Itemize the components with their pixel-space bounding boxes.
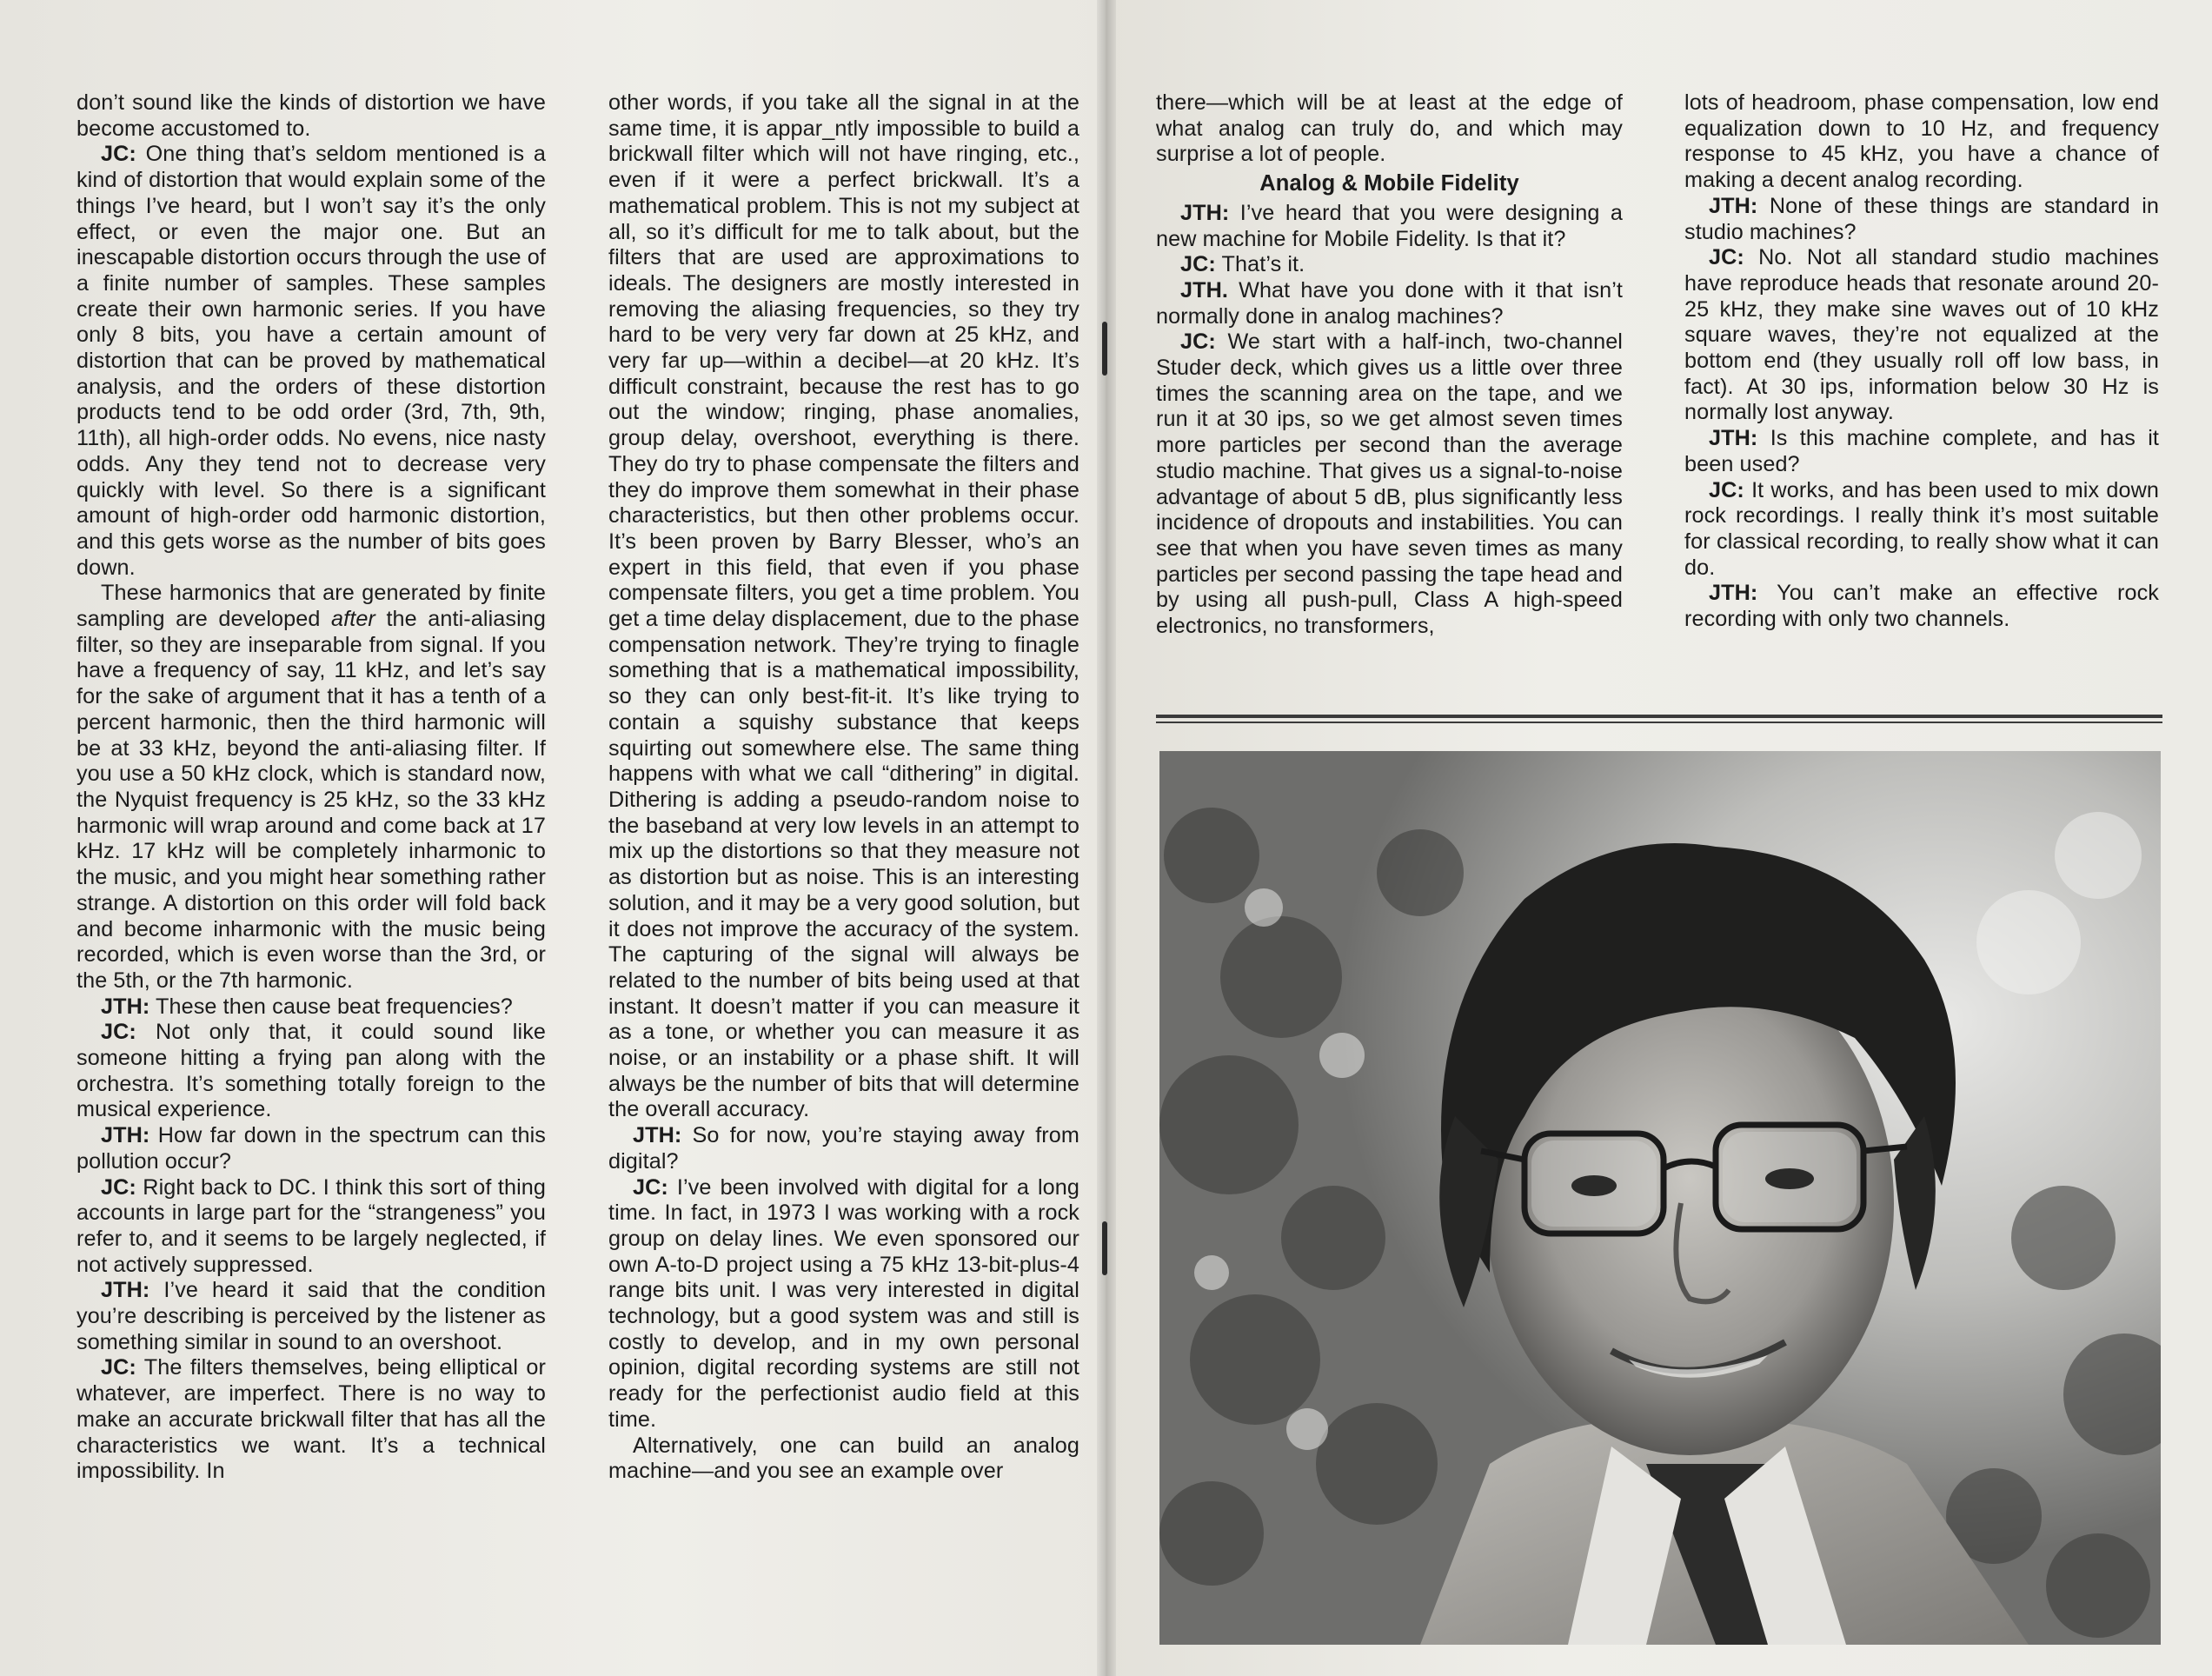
speaker-label: JC: (633, 1174, 668, 1200)
speaker-label: JTH. (1180, 277, 1228, 303)
text-column-2 (608, 90, 1079, 1485)
article-paragraph (608, 1123, 1079, 1174)
speaker-label: JTH: (633, 1123, 682, 1148)
article-paragraph (1684, 90, 2159, 194)
speaker-label: JC: (101, 142, 136, 167)
article-paragraph (1684, 581, 2159, 632)
article-paragraph (76, 994, 546, 1021)
paragraph-text: there—which will be at least at the edge of what analog can truly do, and which may surprise a lot of people. (1156, 90, 1623, 167)
paragraph-text: We start with a half-inch, two-channel Studer deck, which gives us a little over three times the scanning area on the tape, and we run it at 30 ips, so we get almost seven times more particles per second than the average studio machine. That gives us a signal-to-noise advantage of about 5 dB, plus significantly less incidence of dropouts and instabilities. You can see that when you have seven times as many particles per second passing the tape head and by using all push-pull, Class A high-speed electronics, no transformers, (1156, 329, 1623, 639)
binding-staple-bottom (1102, 1221, 1107, 1275)
article-paragraph (608, 1175, 1079, 1433)
article-paragraph (1684, 194, 2159, 245)
article-paragraph (1684, 478, 2159, 582)
emphasis-text: after (331, 607, 375, 632)
article-paragraph (1156, 90, 1623, 168)
page-gutter (1097, 0, 1116, 1676)
article-paragraph (76, 142, 546, 581)
speaker-label: JTH: (1709, 426, 1758, 451)
text-column-4 (1684, 90, 2159, 633)
paragraph-text: So for now, you’re staying away from digital? (608, 1123, 1079, 1174)
article-paragraph (76, 1175, 546, 1279)
speaker-label: JTH: (1180, 200, 1230, 225)
paragraph-text: Is this machine complete, and has it been used? (1684, 426, 2159, 476)
section-subhead: Analog & Mobile Fidelity (1259, 171, 1519, 196)
binding-staple-top (1102, 322, 1107, 376)
article-paragraph (1156, 278, 1623, 329)
article-paragraph (608, 1433, 1079, 1485)
article-paragraph (608, 90, 1079, 1123)
paragraph-text: How far down in the spectrum can this pollution occur? (76, 1123, 546, 1174)
paragraph-text: Alternatively, one can build an analog machine—and you see an example over (608, 1433, 1079, 1484)
speaker-label: JC: (1709, 477, 1744, 502)
speaker-label: JC: (1180, 252, 1216, 277)
speaker-label: JC: (1709, 245, 1744, 270)
paragraph-text: That’s it. (1215, 252, 1305, 277)
paragraph-text: None of these things are standard in studio machines? (1684, 193, 2159, 244)
speaker-label: JTH: (101, 1278, 150, 1303)
paragraph-text: No. Not all standard studio machines have reproduce heads that resonate around 20-25 kHz, they make sine waves out of 10 kHz square waves, they’re not equalized at the bottom end (they usually roll off low bass, in fact). At 30 ips, information below 30 Hz is normally lost anyway. (1684, 245, 2159, 425)
speaker-label: JTH: (101, 994, 150, 1019)
speaker-label: JC: (101, 1174, 136, 1200)
paragraph-text: These harmonics that are generated by finite sampling are developed (76, 581, 546, 632)
paragraph-text: You can’t make an effective rock recording with only two channels. (1684, 581, 2159, 632)
paragraph-text: I’ve been involved with digital for a long time. In fact, in 1973 I was working with a rock group on delay lines. We even sponsored our own A-to-D project using a 75 kHz 13-bit-plus-4 range bits unit. I was very interested in digital technology, but a good system was and still is costly to develop, and in my own personal opinion, digital recording systems are still not ready for the perfectionist audio field at this time. (608, 1174, 1079, 1432)
speaker-label: JTH: (1709, 193, 1758, 218)
paragraph-text: Not only that, it could sound like someone hitting a frying pan along with the orchestra. It’s something totally foreign to the musical experience. (76, 1020, 546, 1122)
paragraph-text: One thing that’s seldom mentioned is a kind of distortion that would explain some of the things I’ve heard, but I won’t say it’s the only effect, or even the major one. But an inescapable distortion occurs through the use of a finite number of samples. These samples create their own harmonic series. If you have only 8 bits, you have a certain amount of distortion that can be proved by mathematical analysis, and the orders of these distortion products tend to be odd order (3rd, 7th, 9th, 11th), all high-order odds. No evens, nice nasty odds. Any they tend not to decrease very quickly with level. So there is a significant amount of high-order odd harmonic distortion, and this gets worse as the number of bits goes down. (76, 142, 546, 580)
paragraph-text: lots of headroom, phase compensation, low end equalization down to 10 Hz, and frequency response to 45 kHz, you have a chance of making a decent analog recording. (1684, 90, 2159, 193)
speaker-label: JC: (101, 1020, 136, 1045)
paragraph-text: I’ve heard it said that the condition you’re describing is perceived by the listener as something similar in sound to an overshoot. (76, 1278, 546, 1354)
speaker-label: JTH: (1709, 581, 1758, 606)
section-rule-thick (1156, 715, 2162, 718)
paragraph-text: The filters themselves, being elliptical or whatever, are imperfect. There is no way to make an accurate brickwall filter that has all the characteristics we want. It’s a technical impossibility. In (76, 1355, 546, 1484)
paragraph-text: What have you done with it that isn’t normally done in analog machines? (1156, 277, 1623, 329)
speaker-label: JC: (101, 1355, 136, 1380)
portrait-photo (1159, 751, 2161, 1645)
speaker-label: JTH: (101, 1123, 150, 1148)
article-paragraph (1156, 201, 1623, 252)
article-paragraph (1684, 245, 2159, 426)
text-column-3 (1156, 90, 1623, 640)
paragraph-text: the anti-aliasing filter, so they are inseparable from signal. If you have a frequency of say, 11 kHz, and let’s say for the sake of argument that it has a tenth of a percent harmonic, then the third harmonic will be at 33 kHz, beyond the anti-aliasing filter. If you use a 50 kHz clock, which is standard now, the Nyquist frequency is 25 kHz, so the 33 kHz harmonic will wrap around and come back at 17 kHz. 17 kHz will be completely inharmonic to the music, and you might hear something rather strange. A distortion on this order will fold back and become inharmonic with the music being recorded, which is even worse than the 3rd, or the 5th, or the 7th harmonic. (76, 607, 546, 993)
article-paragraph (1684, 426, 2159, 477)
speaker-label: JC: (1180, 329, 1216, 355)
text-column-1 (76, 90, 546, 1485)
article-paragraph (76, 1123, 546, 1174)
article-paragraph (76, 90, 546, 142)
article-paragraph (1156, 252, 1623, 278)
article-paragraph (76, 1278, 546, 1355)
article-paragraph (76, 1020, 546, 1123)
paragraph-text: These then cause beat frequencies? (149, 994, 513, 1019)
section-rule-thin (1156, 722, 2162, 723)
article-paragraph (1156, 329, 1623, 639)
paragraph-text: It works, and has been used to mix down rock recordings. I really think it’s most suitable for classical recording, to really show what it can do. (1684, 477, 2159, 580)
article-paragraph (76, 581, 546, 994)
paragraph-text: don’t sound like the kinds of distortion we have become accustomed to. (76, 90, 546, 141)
paragraph-text: I’ve heard that you were designing a new machine for Mobile Fidelity. Is that it? (1156, 200, 1623, 251)
article-paragraph (76, 1355, 546, 1485)
paragraph-text: other words, if you take all the signal in at the same time, it is appar_ntly impossible to build a brickwall filter which will not have ringing, etc., even if it were a perfect brickwall. It’s a mathematical problem. This is not my subject at all, so it’s difficult for me to talk about, but the filters that are used are approximations to ideals. The designers are mostly interested in removing the aliasing frequencies, so they try hard to be very very far down at 25 kHz, and very far up—within a decibel—at 20 kHz. It’s difficult constraint, because the rest has to go out the window; ringing, phase anomalies, group delay, overshoot, everything is there. They do try to phase compensate the filters and they do improve them somewhat in their phase characteristics, but then other problems occur. It’s been proven by Barry Blesser, who’s an expert in this field, that even if you phase compensate filters, you get a time problem. You get a time delay displacement, due to the phase compensation network. They’re trying to finagle something that is a mathematical impossibility, so they can only best-fit-it. It’s like trying to contain a squishy substance that keeps squirting out somewhere else. The same thing happens with what we call “dithering” in digital. Dithering is adding a pseudo-random noise to the baseband at very low levels in an attempt to mix up the distortions so that they measure not as distortion but as noise. This is an interesting solution, and it may be a very good solution, but it does not improve the accuracy of the system. The capturing of the signal will always be related to the number of bits being used at that instant. It doesn’t matter if you can measure it as a tone, or whether you can measure it as noise, or an instability or a phase shift. It will always be the number of bits that will determine the overall accuracy. (608, 90, 1079, 1122)
paragraph-text: Right back to DC. I think this sort of thing accounts in large part for the “strangeness” you refer to, and it seems to be largely neglected, if not actively suppressed. (76, 1174, 546, 1277)
